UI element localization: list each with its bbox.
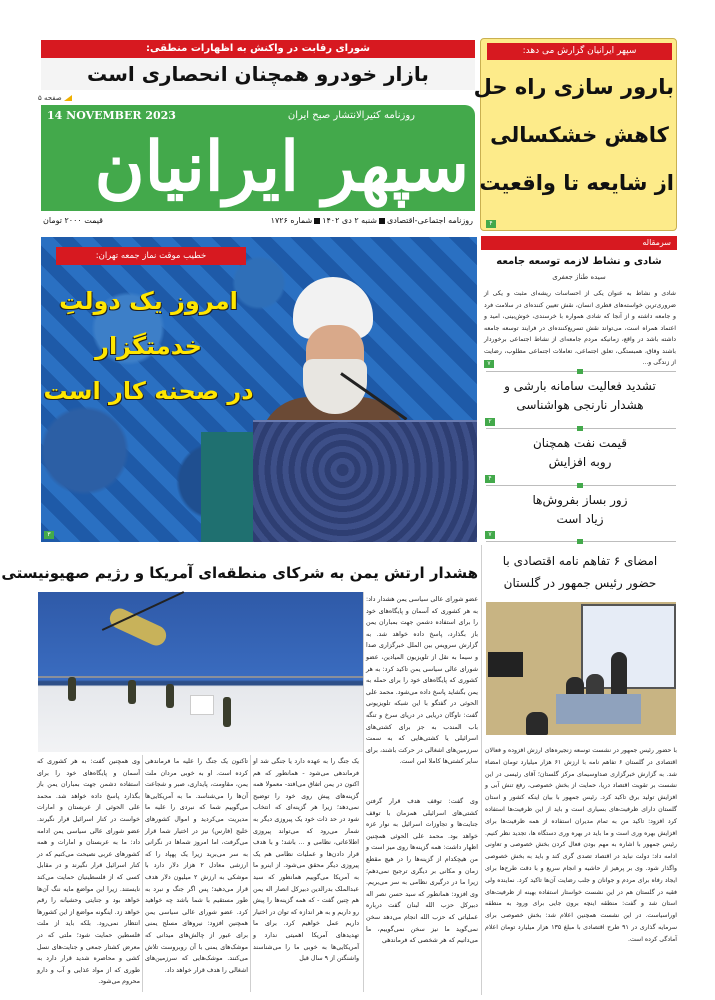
column-divider <box>363 592 364 992</box>
camera-icon <box>488 652 523 677</box>
issue-price: قیمت ۲۰۰۰ تومان <box>43 216 103 225</box>
issue-info-bar <box>41 213 475 229</box>
english-date: 14 NOVEMBER 2023 <box>47 109 176 122</box>
page-ref-label: صفحه ۵ <box>38 94 62 102</box>
separator-square-icon <box>314 218 320 224</box>
divider <box>486 485 676 486</box>
brief-headline[interactable] <box>484 377 676 415</box>
column-divider <box>142 755 143 992</box>
editorial-title[interactable]: شادی و نشاط لازمه توسعه جامعه <box>496 256 662 267</box>
soldier-figure <box>68 677 76 701</box>
issue-category: روزنامه اجتماعی-اقتصادی <box>386 216 473 225</box>
page-badge[interactable]: ۴ <box>485 475 495 483</box>
featured-headline-line: بارور سازی راه حل <box>473 75 674 99</box>
soldier-figure <box>223 697 231 727</box>
photo-kicker: خطیب موقت نماز جمعه تهران: <box>56 247 246 265</box>
page-badge[interactable]: ۴ <box>486 220 496 228</box>
lectern-side <box>201 432 261 542</box>
brief-headline[interactable] <box>484 491 676 529</box>
article-column: عضو شورای عالی سیاسی یمن هشدار داد: به هر کشوری که آسمان و پایگاه‌های خود را برای استفاده دشمن جهت بمباران یمن باز بگذارد، پاسخ داده خواهد شد. به گزارش سرویس بین الملل خبرگزاری صدا و سیما به نقل از تلویزیون المیادین، عضو شورای عالی سیاسی یمن تاکید کرد: به هر کشوری که پایگاه‌های خود را برای حمله به یمن بگشاید پاسخ داده می‌شود. محمد علی الحوثی در گفتگو با این شبکه تلویزیونی گفت: ناوگان دریایی در دریای سرخ و تنگه باب المندب به جز برای کشتی‌های اسرائیلی یا کشتی‌هایی که به سمت سرزمین‌های اشغالی در حرکت باشند، برای سایر کشتی‌ها کاملا امن است. <box>366 596 478 766</box>
editorial-label: سرمقاله <box>481 236 677 250</box>
newspaper-logo: سپهر ایرانیان <box>94 127 469 207</box>
masthead <box>41 105 475 211</box>
brief-line: تشدید فعالیت سامانه بارشی و <box>504 379 656 393</box>
article-column: تاکنون یک جنگ را علیه ما فرماندهی کرده است. او به خوبی مردان ملت یمن، مقاومت، پایداری، صبر و شجاعت آن‌ها را می‌شناسد. ما به آمریکایی‌ها می‌گوییم شما که نبردی را علیه ما مدیریت می‌کردید و اموال کشورهای خلیج (فارس) نیز در اختیار شما قرار می‌گرفت، اما امروز شماها در نگرانی به سر می‌برید زیرا یک پهپاد را که ارزشی معادل ۲ هزار دلار دارد با موشکی به ارزش ۲ میلیون دلار هدف قرار می‌دهید؛ پس اگر جنگ و نبرد به طور مستقیم با شما باشد چه خواهید کرد. عضو شورای عالی سیاسی یمن همچنین افزود: نیروهای مسلح یمنی برای عبور از چالش‌های میدانی که موشک‌های یمنی با آن روبروست تلاش می‌کنند. موشک‌هایی که سرزمین‌های اشغالی را هدف قرار خواهد داد. <box>145 758 248 974</box>
divider <box>486 371 676 372</box>
divider <box>486 541 676 542</box>
brief-headline[interactable] <box>484 434 676 472</box>
page-badge[interactable]: ۲ <box>485 418 495 426</box>
page-badge[interactable]: ۷ <box>485 531 495 539</box>
photo-headline-line: خدمتگزار <box>95 332 202 360</box>
golestan-headline[interactable] <box>484 550 676 594</box>
column-divider <box>250 755 251 992</box>
yemen-headline[interactable]: هشدار ارتش یمن به شرکای منطقه‌ای آمریکا و رژیم صهیونیستی <box>38 560 478 586</box>
golestan-photo <box>486 602 676 735</box>
person-figure <box>611 652 627 697</box>
brief-line: زور بساز بفروش‌ها <box>532 493 628 507</box>
photo-headline[interactable] <box>41 279 256 414</box>
editorial-author: سیده طناز جعفری <box>552 273 606 281</box>
golestan-headline-line: حضور رئیس جمهور در گلستان <box>503 576 657 590</box>
separator-square-icon <box>379 218 385 224</box>
deck-box <box>190 695 214 715</box>
article-column: وی همچنین گفت: به هر کشوری که آسمان و پایگاه‌های خود را برای استفاده دشمن جهت بمباران یمن باز بگذارد پاسخ داده خواهد شد. محمد علی الحوثی از عربستان و امارات خواست در کنار اسرائیل قرار نگیرند. عضو شورای عالی سیاسی یمن ادامه داد: ما به عربستان و امارات و همه کشورهای عربی نصیحت می‌کنیم که در کنار اسرائیل قرار نگیرند و در مقابل کسی که از فلسطینیان حمایت می‌کند نایستند. زیرا این مواضع مایه ننگ آن‌ها خواهد بود و جنایتی وحشیانه را رقم خواهد زد. اینگونه مواضع از این کشورها انتظار نمی‌رود. بلکه باید از ملت فلسطین حمایت شود؛ ملتی که در معرض کشتار جمعی و جنایت‌های نسل کشی و محاصره شدید قرار دارد به طوری که از مواد غذایی و آب و دارو محروم می‌شود. <box>37 758 140 986</box>
masthead-tagline: روزنامه کثیرالانتشار صبح ایران <box>287 110 415 121</box>
article-column: وی گفت: توقف هدف قرار گرفتن کشتی‌های اسرائیلی همزمان با توقف جنایت‌ها و تجاوزات اسرائیل به نوار غزه خواهد بود. محمد علی الحوثی همچنین اظهار داشت: همه گزینه‌ها روی میز است و من هیچکدام از گزینه‌ها را در هیچ مقطع زمان و مکانی بر دیگری ترجیح نمی‌دهم؛ زیرا ما در درگیری نظامی به سر می‌بریم. وی افزود: همانطور که سید حسن نصر اله دبیرکل حزب الله لبنان گفت درباره عملیاتی که حزب الله انجام می‌دهد سخن نمی‌گوید ما نیز سخن نمی‌گوییم، ما می‌دانیم که هر شخصی که فرماندهی <box>366 798 478 945</box>
ship-rail <box>38 676 363 678</box>
person-figure <box>526 712 548 735</box>
divider <box>486 428 676 429</box>
soldier-figure <box>166 684 174 708</box>
brief-line: هشدار نارنجی هواشناسی <box>516 398 644 412</box>
brief-line: روبه افزایش <box>548 455 612 469</box>
featured-headline[interactable] <box>473 63 674 207</box>
column-divider <box>481 545 482 995</box>
top-story-kicker: شورای رقابت در واکنش به اظهارات منطقی: <box>41 40 475 58</box>
featured-headline-line: از شایعه تا واقعیت <box>479 171 674 195</box>
golestan-body: با حضور رئیس جمهور در نشست توسعه زنجیره‌های ارزش افزوده و فعالان اقتصادی در گلستان ۶ تفاهم نامه با ارزش ۶۱ هزار میلیارد تومان امضاء شد. به گزارش خبرگزاری صداوسیمای مرکز گلستان؛ آقای رئیسی در این نشست بر تقویت اقتصاد دریا، حمایت از بخش خصوصی، رفع تنش آبی و افزایش تولید برق تاکید کرد. رئیس جمهور با بیان اینکه کشور و استان گلستان دارای ظرفیت‌های بسیاری است و باید از این ظرفیت‌ها استفاده کرد افزود: تاکید من به تمام مدیران استفاده از همه ظرفیت‌ها برای افزایش بهره وری است و ما باید در بهره وری دستگاه ها، تجدید نظر کنیم. رئیس جمهور با اشاره به مهم بودن فعال کردن بخش خصوصی و تعاونی ادامه داد: دولت نباید در اقتصاد تصدی گری کند و باید به بخش خصوصی واگذار شود. وی بر پرهیز از حاشیه و انجام سریع و با دقت طرح‌ها برای ایجاد رفاه برای مردم و جوانان و جلب رضایت آن‌ها تاکید کرد. نماینده ولی فقیه در گلستان هم در این نشست خواستار استفاده بهینه از ظرفیت‌های استان شد و گفت: منطقه اینچه برون جایی برای ورود به منطقه اوراسیاست. در این نشست همچنین اعلام شد: بخش خصوصی برای سرمایه گذاری در ۹۱ طرح اقتصادی با مبلغ ۱۳۵ هزار میلیارد تومان اعلام آمادگی کرده است. <box>485 747 677 943</box>
lectern <box>253 420 477 542</box>
main-photo[interactable] <box>41 237 477 542</box>
brief-line: قیمت نفت همچنان <box>532 436 627 450</box>
brief-line: زیاد است <box>556 512 604 526</box>
editorial-body: شادی و نشاط به عنوان یکی از احساسات ریشه‌ای مثبت و یکی از ضروری‌ترین خواسته‌های فطری انسان، نقش تعیین کننده‌ای در سلامت فرد و جامعه داشته و از آنجا که شادی همواره با خرسندی، خوش‌بینی، امید و اعتماد همراه است، می‌تواند نقش تسریع‌کننده‌ای در فرایند توسعه جامعه داشته باشد در واقع، زمانیکه مردم جامعه‌ای از نشاط اجتماعی برخوردار باشند وفاق، همبستگی، تعلق اجتماعی، تعاملات اجتماعی مطلوب، رضایت از زندگی و... <box>484 290 676 366</box>
featured-headline-line: کاهش خشکسالی <box>490 123 669 147</box>
issue-details <box>271 213 473 229</box>
signing-table <box>556 694 641 724</box>
soldier-figure <box>128 680 136 704</box>
photo-headline-line: در صحنه کار است <box>43 377 254 405</box>
golestan-headline-line: امضای ۶ تفاهم نامه اقتصادی با <box>502 554 658 568</box>
featured-box[interactable] <box>473 38 677 231</box>
top-story-page-ref[interactable] <box>38 92 72 104</box>
featured-kicker: سپهر ایرانیان گزارش می دهد: <box>487 43 672 60</box>
yemen-photo <box>38 592 363 752</box>
top-story-headline[interactable]: بازار خودرو همچنان انحصاری است <box>41 58 475 90</box>
issue-date: شنبه ۲ دی ۱۴۰۲ <box>322 216 377 225</box>
article-column: یک جنگ را به عهده دارد یا جنگی شد او فرماندهی می‌شود - همانطور که هم اکنون در یمن اتفاق می‌افتد- معمولا همه گزینه‌های پیش روی خود را توضیح نمی‌دهد؛ زیرا هر گزینه‌ای که انتخاب شود در حد ذات خود یک پیروزی دیگر به شمار می‌رود که می‌تواند پیروزی اطلاعاتی، نظامی و ... باشد؛ و با هدف قرار دادن‌ها و عملیات نظامی هم یک پیروزی دیگر محقق می‌شود. از اینرو ما به آمریکا می‌گوییم همانطور که سید عبدالملک بدرالدین دبیرکل انصار اله یمن هم چنین گفت - که همه گزینه‌ها را پیش رو داریم و به هر اندازه که توان در اختیار داریم عمل خواهیم کرد. برای ما تهدیدهای آمریکا اهمیتی ندارد و آمریکایی‌ها به خوبی ما را می‌شناسند واشنگتن از ۹ سال قبل <box>253 758 359 963</box>
page-badge[interactable]: ۷ <box>484 360 494 368</box>
page-ref-arrow-icon <box>64 95 72 101</box>
issue-number: شماره ۱۷۲۶ <box>270 216 313 225</box>
photo-headline-line: امروز یک دولتِ <box>59 287 238 315</box>
page-badge[interactable]: ۳ <box>44 531 54 539</box>
